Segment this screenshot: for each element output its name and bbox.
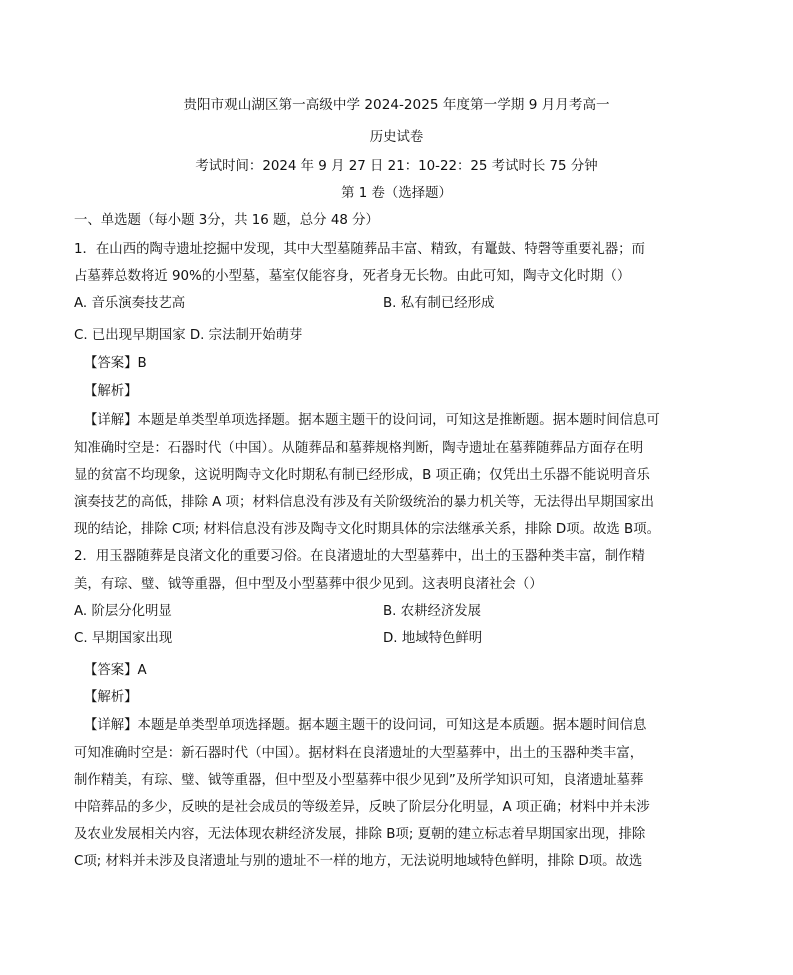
exam-time: 考试时间：2024 年 9 月 27 日 21：10-22：25 考试时长 75 分钟 (195, 159, 598, 174)
q1-detail-line-4: 演奏技艺的高低，排除 A 项；材料信息没有涉及有关阶级统治的暴力机关等，无法得出早期国家出 (74, 495, 655, 510)
q1-stem-line-1: 1．在山西的陶寺遗址挖掘中发现，其中大型墓随葬品丰富、精致，有鼍鼓、特磬等重要礼器；而 (74, 242, 645, 257)
q2-stem-line-2: 美，有琮、璧、钺等重器，但中型及小型墓葬中很少见到。这表明良渚社会（） (74, 577, 543, 592)
q1-option-b: B. 私有制已经形成 (383, 296, 495, 311)
q2-detail-line-5: 及农业发展相关内容，无法体现农耕经济发展，排除 B项; 夏朝的建立标志着早期国家出现，排除 (74, 827, 646, 842)
q1-stem-line-2: 占墓葬总数将近 90%的小型墓，墓室仅能容身，死者身无长物。由此可知，陶寺文化时期（） (74, 269, 631, 284)
q1-detail-line-1: 【详解】本题是单类型单项选择题。据本题主题干的设问词，可知这是推断题。据本题时间信息可 (84, 413, 660, 428)
q2-detail-line-6: C项; 材料并未涉及良渚遗址与别的遗址不一样的地方，无法说明地域特色鲜明，排除 D项。故选 (74, 854, 643, 869)
q2-option-b: B. 农耕经济发展 (383, 604, 482, 619)
q2-option-c: C. 早期国家出现 (74, 631, 173, 646)
q2-stem-line-1: 2．用玉器随葬是良渚文化的重要习俗。在良渚遗址的大型墓葬中，出土的玉器种类丰富，制作精 (74, 549, 645, 564)
q2-option-a: A. 阶层分化明显 (74, 604, 172, 619)
q2-detail-line-3: 制作精美，有琮、璧、钺等重器，但中型及小型墓葬中很少见到”及所学知识可知，良渚遗址墓葬 (74, 773, 644, 788)
q1-option-a: A. 音乐演奏技艺高 (74, 296, 186, 311)
q1-detail-line-5: 现的结论，排除 C项; 材料信息没有涉及陶寺文化时期具体的宗法继承关系，排除 D项。故选 B项。 (74, 522, 661, 537)
q2-answer: 【答案】A (84, 663, 147, 678)
q1-detail-line-2: 知准确时空是：石器时代（中国）。从随葬品和墓葬规格判断，陶寺遗址在墓葬随葬品方面存在明 (74, 441, 644, 456)
q2-detail-line-4: 中陪葬品的多少，反映的是社会成员的等级差异，反映了阶层分化明显，A 项正确；材料中并未涉 (74, 800, 650, 815)
section-heading: 一、单选题（每小题 3分，共 16 题，总分 48 分） (74, 213, 379, 228)
q2-option-d: D. 地域特色鲜明 (383, 631, 483, 646)
exam-subject: 历史试卷 (369, 130, 424, 145)
q2-analysis-label: 【解析】 (84, 690, 138, 705)
q2-detail-line-2: 可知准确时空是：新石器时代（中国）。据材料在良渚遗址的大型墓葬中，出土的玉器种类丰富， (74, 746, 644, 761)
q1-option-cd: C. 已出现早期国家 D. 宗法制开始萌芽 (74, 328, 303, 343)
volume-heading: 第 1 卷（选择题） (341, 186, 452, 201)
exam-title: 贵阳市观山湖区第一高级中学 2024-2025 年度第一学期 9 月月考高一 (183, 97, 610, 113)
q2-detail-line-1: 【详解】本题是单类型单项选择题。据本题主题干的设问词，可知这是本质题。据本题时间信息 (84, 718, 647, 733)
q1-detail-line-3: 显的贫富不均现象，这说明陶寺文化时期私有制已经形成，B 项正确；仅凭出土乐器不能说明音乐 (74, 468, 650, 483)
q1-answer: 【答案】B (84, 356, 147, 371)
q1-analysis-label: 【解析】 (84, 384, 138, 399)
